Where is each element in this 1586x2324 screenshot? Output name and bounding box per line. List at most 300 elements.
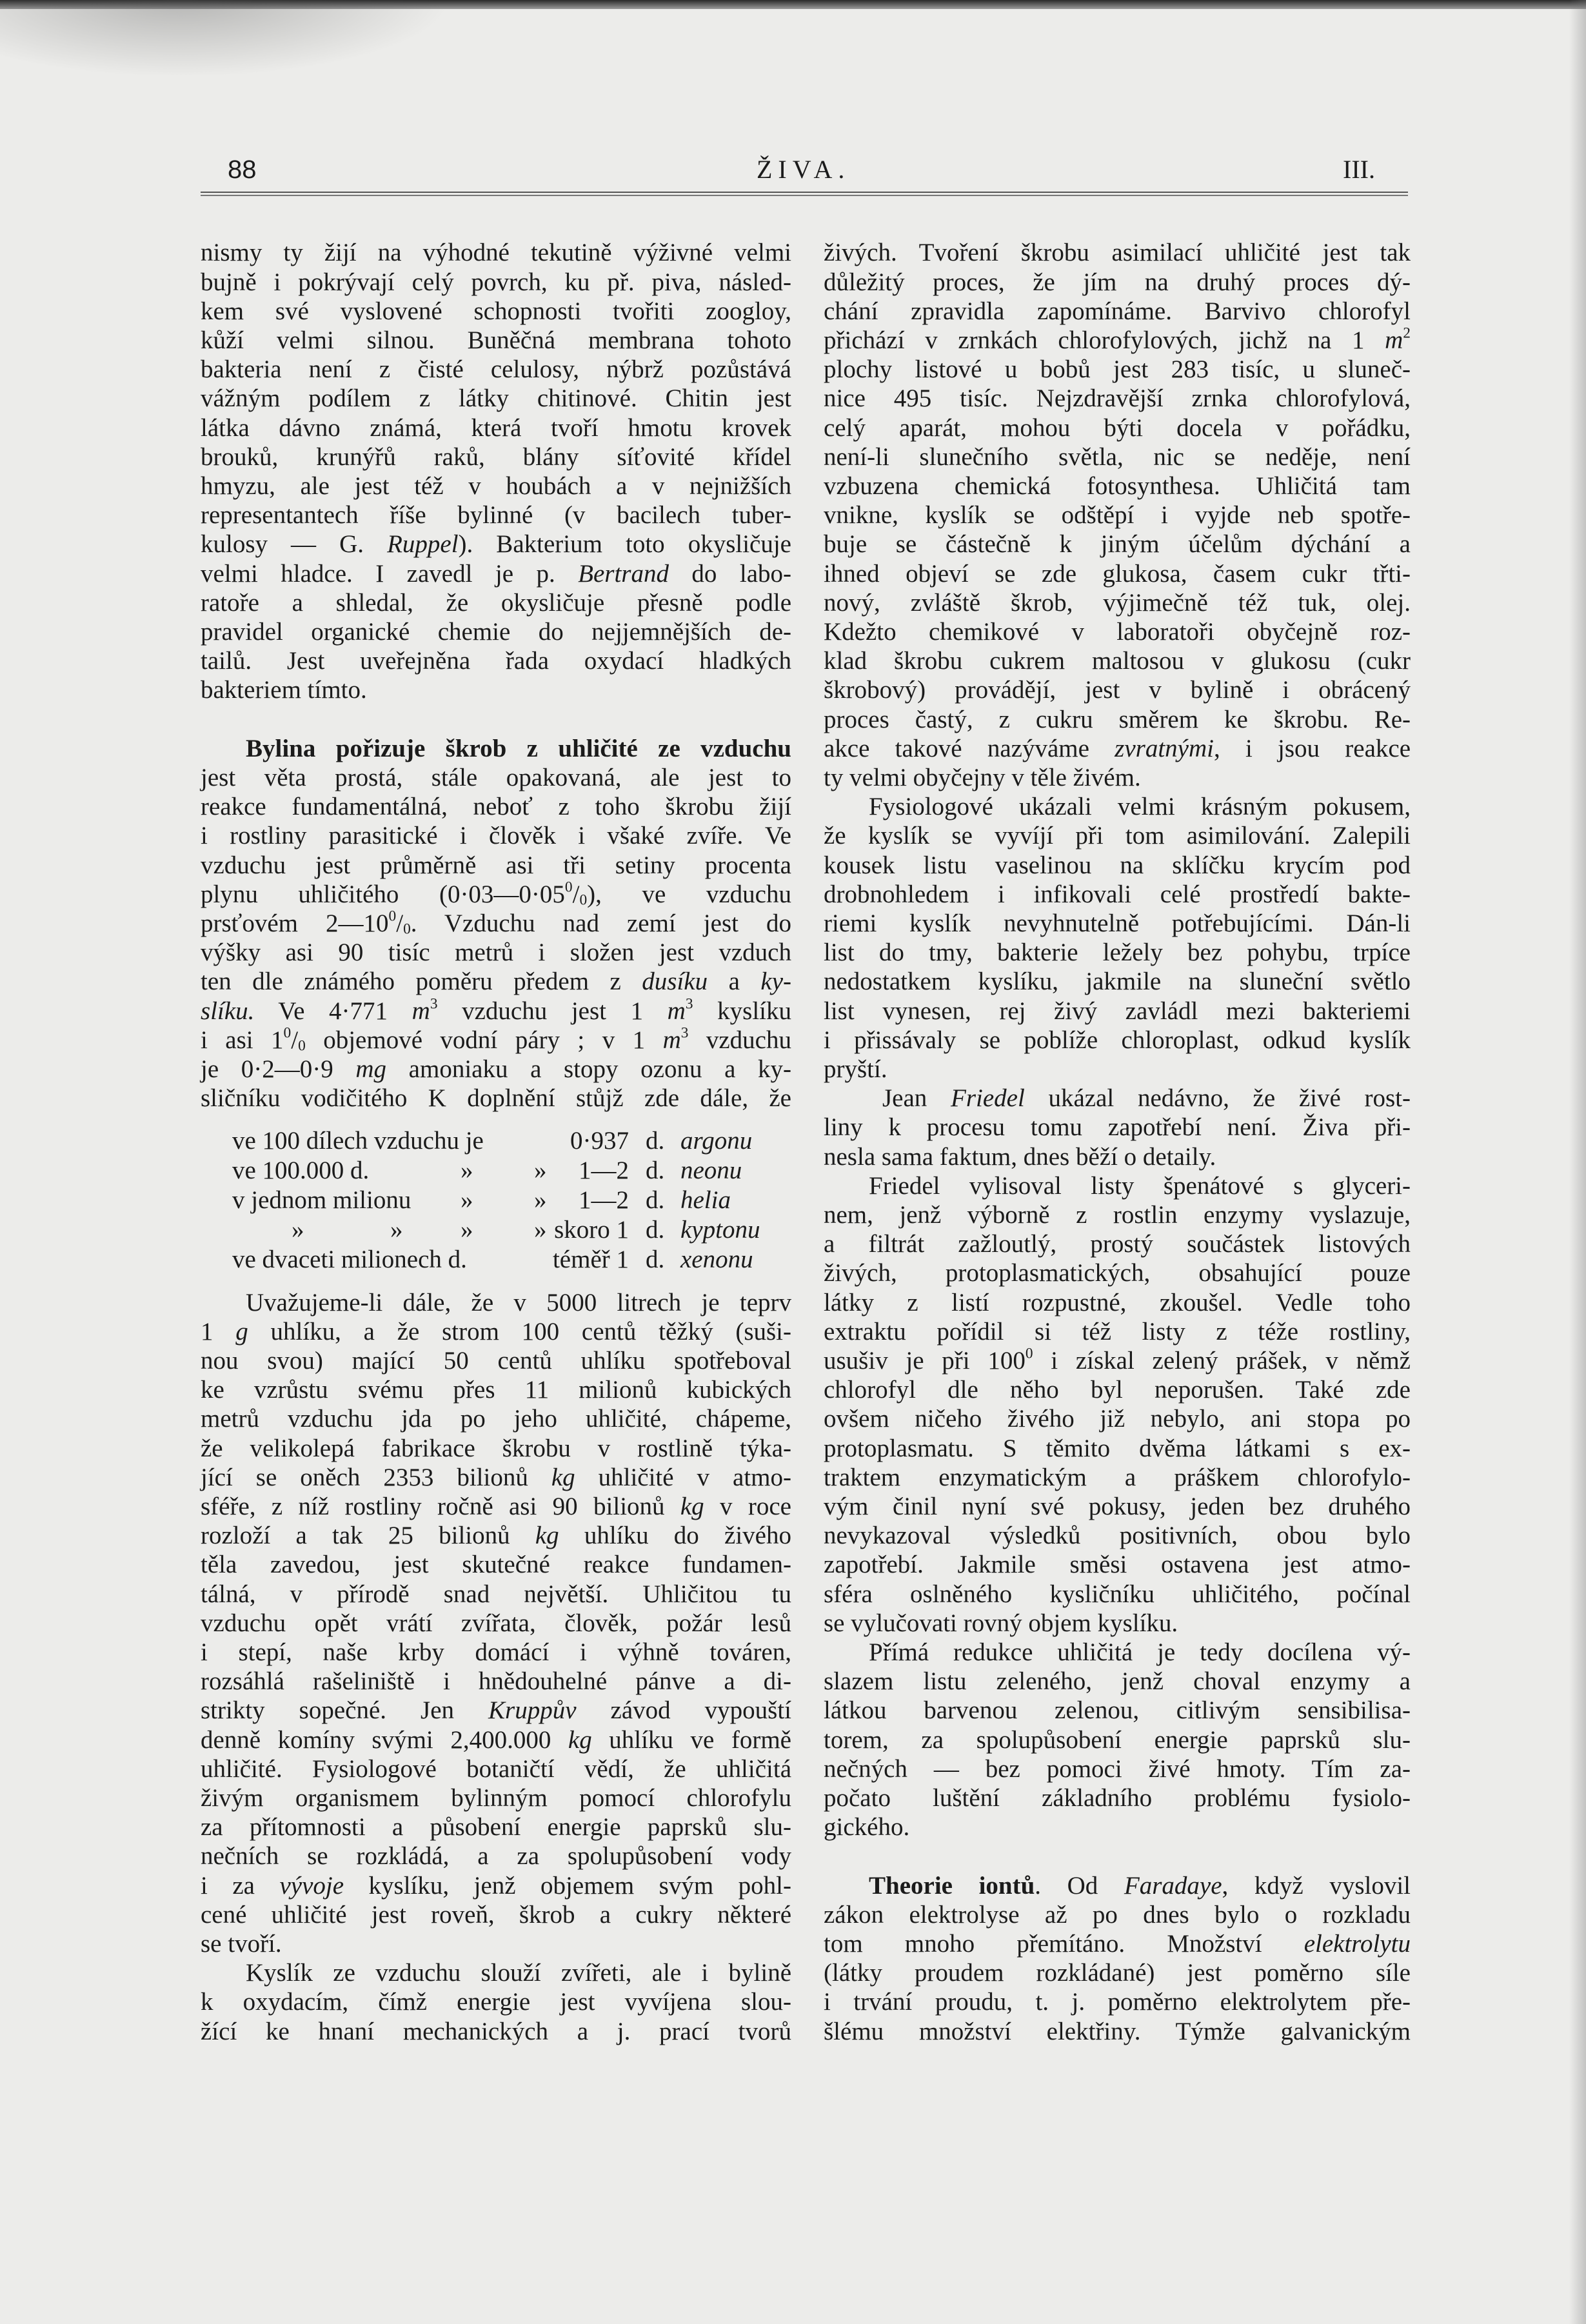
table-row <box>232 1215 800 1245</box>
text-run: denně komíny svými 2,400.000 <box>201 1725 568 1754</box>
text-line <box>824 1346 1411 1375</box>
element-name: helia <box>680 1186 731 1214</box>
text-run: nou svou) mající 50 centů uhlíku spotřeboval <box>201 1347 791 1375</box>
text-run: se vylučovati rovný objem kyslíku. <box>824 1609 1178 1637</box>
text-run: ten dle známého poměru předem z <box>201 968 642 996</box>
text-line <box>824 326 1411 355</box>
italic-term: kg <box>680 1493 704 1521</box>
text-line <box>201 1375 791 1404</box>
unit-label: d. <box>646 1157 665 1184</box>
text-run: vým činil nyní své pokusy, jeden bez druhého <box>824 1493 1411 1521</box>
text-line <box>824 1871 1411 1900</box>
text-run: plynu uhličitého (0·03—0·05 <box>201 880 565 908</box>
superscript: 0 <box>1025 1345 1033 1362</box>
text-run: chání zpravidla zapomínáme. Barvivo chlorofyl <box>824 297 1411 325</box>
amount-value: 0·937 <box>570 1127 629 1155</box>
row-label: ve 100 dílech vzduchu je <box>232 1127 484 1155</box>
text-run: traktem enzymatickým a práškem chlorofylo- <box>824 1463 1411 1491</box>
superscript: 0 <box>388 908 397 925</box>
text-run: rozloží a tak 25 bilionů <box>201 1522 535 1550</box>
ditto-mark: » <box>461 1216 473 1244</box>
text-run: počato luštění základního problému fysiolo- <box>824 1784 1411 1813</box>
text-line <box>824 1550 1411 1579</box>
text-line <box>201 238 791 267</box>
text-run: list do tmy, bakterie ležely bez pohybu, trpíce <box>824 939 1411 967</box>
text-line <box>201 355 791 384</box>
text-run: plochy listové u bobů jest 283 tisíc, u sluneč- <box>824 355 1411 384</box>
text-run: celý aparát, mohou býti docela v pořádku, <box>824 413 1411 442</box>
text-run: list vynesen, rej živý zavládl mezi bakteriemi <box>824 997 1411 1025</box>
text-run: uhlíku, a že strom 100 centů těžký (suši- <box>248 1317 791 1346</box>
italic-term: vývoje <box>279 1871 344 1900</box>
text-line <box>201 646 791 675</box>
text-line <box>201 588 791 617</box>
text-line <box>824 1580 1411 1609</box>
italic-term: m <box>667 997 686 1025</box>
text-line <box>201 1055 791 1084</box>
text-run: látka dávno známá, která tvoří hmotu krovek <box>201 413 791 442</box>
text-run: za přítomnosti a působení energie paprsků slu- <box>201 1813 791 1842</box>
text-line <box>824 909 1411 938</box>
text-run: uhlíku do živého <box>559 1522 791 1550</box>
text-run: k oxydacím, čímž energie jest vyvíjena slou- <box>201 1988 791 2016</box>
text-line <box>201 1871 791 1900</box>
text-run: ). Bakterium toto okysličuje <box>458 530 791 559</box>
text-run: buje se částečně k jiným účelům dýchání a <box>824 530 1411 559</box>
text-run: v roce <box>704 1493 791 1521</box>
text-run: riemi kyslík nevyhnutelně potřebujícími. Dán-li <box>824 909 1411 937</box>
text-line <box>201 413 791 442</box>
row-label: ve dvaceti milionech d. <box>232 1246 467 1273</box>
text-line <box>824 1288 1411 1317</box>
text-run: bujně i pokrývají celý povrch, ku př. piva, násled- <box>201 268 791 296</box>
text-run: i přissávaly se poblíže chloroplast, odkud kyslík <box>824 1026 1411 1054</box>
ditto-mark: » <box>534 1186 547 1214</box>
text-line <box>201 472 791 501</box>
text-run: / <box>291 1026 299 1054</box>
text-line <box>201 909 791 938</box>
text-run: cené uhličité jest roveň, škrob a cukry některé <box>201 1900 791 1929</box>
table-row <box>232 1245 800 1275</box>
text-run: zapotřebí. Jakmile směsi ostavena jest atmo- <box>824 1551 1411 1579</box>
text-run: liny k procesu tomu zapotřebí není. Živa při- <box>824 1113 1411 1142</box>
text-line <box>824 1317 1411 1346</box>
text-run: drobnohledem i infikovali celé prostředí bakte- <box>824 880 1411 908</box>
text-run: zákon elektrolyse až po dnes bylo o rozkladu <box>824 1900 1411 1929</box>
text-line <box>201 268 791 297</box>
text-line <box>824 1200 1411 1229</box>
text-run: i stepí, naše krby domácí i výhně továren, <box>201 1638 791 1667</box>
text-run: sféře, z níž rostliny ročně asi 90 bilionů <box>201 1493 680 1521</box>
amount-value: 1—2 <box>579 1157 629 1184</box>
text-line <box>824 1084 1411 1113</box>
text-line <box>201 1813 791 1842</box>
text-line <box>824 1375 1411 1404</box>
text-line <box>201 1667 791 1696</box>
text-run: bakteria není z čisté celulosy, nýbrž pozůstává <box>201 355 791 384</box>
text-line <box>824 1521 1411 1550</box>
text-line <box>201 1900 791 1929</box>
subscript: 0 <box>403 920 411 938</box>
unit-label: d. <box>646 1246 665 1273</box>
text-line <box>201 1346 791 1375</box>
text-line <box>824 821 1411 850</box>
text-line <box>824 763 1411 792</box>
text-line <box>824 1434 1411 1463</box>
text-run: uhličité. Fysiologové botaničtí vědí, že uhličitá <box>201 1754 791 1783</box>
paragraph-carbon-consumption <box>201 1288 791 1959</box>
text-run: chlorofyl dle něho byl neporušen. Také zde <box>824 1376 1411 1404</box>
text-run: klad škrobu cukrem maltosou v glukosu (cukr <box>824 647 1411 675</box>
text-run: (látky proudem rozkládané) jest poměrno síle <box>824 1959 1411 1987</box>
text-line <box>201 1929 791 1958</box>
superscript: 3 <box>680 1024 689 1042</box>
amount-value: téměř 1 <box>552 1246 629 1273</box>
text-line <box>201 821 791 850</box>
text-run: / <box>572 880 580 908</box>
text-run: kyslíku, jenž objemem svým pohl- <box>344 1871 792 1900</box>
paragraph-physiologists-experiment <box>824 792 1411 1084</box>
text-run: nem, jenž výborně z rostlin enzymy vyslazuje, <box>824 1201 1411 1229</box>
text-line <box>824 355 1411 384</box>
text-run: bakteriem tímto. <box>201 676 367 704</box>
text-line <box>824 1229 1411 1258</box>
text-line <box>824 1725 1411 1754</box>
text-line <box>201 1521 791 1550</box>
text-line <box>824 501 1411 530</box>
text-line <box>824 1987 1411 2016</box>
text-line <box>824 734 1411 763</box>
text-run: usušiv je při 100 <box>824 1347 1026 1375</box>
unit-label: d. <box>646 1186 665 1214</box>
text-run: že kyslík se vyvíjí při tom asimilování. Zalepili <box>824 822 1411 850</box>
text-run: nice 495 tisíc. Nejzdravější zrnka chlorofylová, <box>824 384 1411 413</box>
paragraph-friedel <box>824 1084 1411 1171</box>
ditto-mark: » <box>534 1216 547 1244</box>
text-run: uhličité v atmo- <box>575 1463 792 1491</box>
superscript: 0 <box>564 879 573 896</box>
italic-term: m <box>662 1026 681 1054</box>
bold-heading: Theorie iontů <box>869 1871 1035 1900</box>
text-run: nečních se rozkládá, a za spolupůsobení vody <box>201 1842 791 1871</box>
text-run: kulosy — G. <box>201 530 388 559</box>
text-run: nový, zvláště škrob, výjimečně též tuk, olej. <box>824 588 1411 617</box>
text-line <box>201 938 791 967</box>
text-run: i získal zelený prášek, v němž <box>1033 1347 1411 1375</box>
ditto-mark: » <box>292 1216 304 1244</box>
text-run: i trvání proudu, t. j. poměrno elektrolytem pře- <box>824 1988 1411 2016</box>
text-run: závod vypouští <box>576 1696 792 1725</box>
paragraph-direct-reduction <box>824 1638 1411 1842</box>
text-run: těla zavedou, jest skutečné reakce fundamen- <box>201 1551 791 1579</box>
text-run: do labo- <box>668 559 791 588</box>
text-run: tom mnoho přemítáno. Množství <box>824 1930 1304 1958</box>
text-line <box>201 617 791 646</box>
text-line <box>824 792 1411 821</box>
italic-term: g <box>235 1317 248 1346</box>
text-line <box>201 1609 791 1638</box>
text-run: kem své vyslovené schopnosti tvořiti zoogloy, <box>201 297 791 325</box>
text-run: jící se oněch 2353 bilionů <box>201 1463 551 1491</box>
text-run: žící ke hnaní mechanických a j. prací tvorů <box>201 2017 791 2045</box>
text-line <box>824 1258 1411 1287</box>
superscript: 0 <box>283 1024 292 1042</box>
text-run: látkou barvenou zelenou, citlivým sensibilisa- <box>824 1696 1411 1725</box>
ditto-mark: » <box>461 1157 473 1184</box>
text-line <box>201 1580 791 1609</box>
journal-title: ŽIVA. <box>757 155 851 184</box>
text-run: sličníku vodičitého K doplnění stůjž zde dále, že <box>201 1084 791 1113</box>
text-run: se tvoří. <box>201 1930 282 1958</box>
text-line <box>201 1463 791 1492</box>
text-run: živých. Tvoření škrobu asimilací uhličité jest tak <box>824 239 1411 267</box>
subscript: 0 <box>298 1037 306 1055</box>
text-line <box>824 1404 1411 1433</box>
text-run: pryští. <box>824 1055 887 1084</box>
text-run: Přímá redukce uhličitá je tedy docílena vý- <box>869 1638 1411 1666</box>
text-run: i rostliny parasitické i člověk i všaké zvíře. Ve <box>201 822 791 850</box>
text-line <box>201 530 791 559</box>
text-line <box>824 1609 1411 1638</box>
text-run: strikty sopečné. Jen <box>201 1696 489 1725</box>
italic-term: Ruppel <box>387 530 459 559</box>
text-line <box>824 588 1411 617</box>
text-line <box>201 1754 791 1783</box>
element-name: neonu <box>680 1157 742 1184</box>
text-run: nevykazoval výsledků positivních, obou bylo <box>824 1522 1411 1550</box>
paragraph-friedel-experiment <box>824 1171 1411 1638</box>
text-run: kůží velmi silnou. Buněčná membrana tohoto <box>201 326 791 354</box>
text-run: jest věta prostá, stále opakovaná, ale jest to <box>201 764 791 791</box>
text-line <box>824 442 1411 472</box>
text-run: uhlíku ve formě <box>591 1725 791 1754</box>
text-run: kyslíku <box>693 997 791 1025</box>
text-run: , když vyslovil <box>1222 1871 1411 1900</box>
text-line <box>824 384 1411 413</box>
text-run: ihned objeví se zde glukosa, časem cukr třti- <box>824 559 1411 588</box>
text-line <box>824 1171 1411 1200</box>
text-run: velmi hladce. I zavedl je p. <box>201 559 579 588</box>
text-run: hmyzu, ale jest též v houbách a v nejnižších <box>201 472 791 501</box>
text-line <box>824 472 1411 501</box>
amount-value: 1—2 <box>579 1186 629 1214</box>
italic-term: m <box>1385 326 1403 354</box>
text-line <box>201 326 791 355</box>
element-name: kyptonu <box>680 1216 760 1244</box>
table-row <box>232 1186 800 1215</box>
text-line <box>201 1434 791 1463</box>
text-run: a <box>708 968 761 996</box>
text-line <box>201 1638 791 1667</box>
text-run: živým organismem bylinným pomocí chlorofylu <box>201 1784 791 1813</box>
text-line <box>824 1667 1411 1696</box>
element-name: xenonu <box>680 1246 753 1273</box>
italic-term: elektrolytu <box>1303 1930 1411 1958</box>
text-line <box>201 297 791 326</box>
text-run: metrů vzduchu jda po jeho uhličité, chápeme, <box>201 1405 791 1433</box>
text-line <box>201 1725 791 1754</box>
text-line <box>201 501 791 530</box>
text-line <box>201 1842 791 1871</box>
text-line <box>201 559 791 588</box>
italic-term: slíku. <box>201 997 255 1025</box>
text-run: brouků, krunýřů raků, blány síťovité křídel <box>201 442 791 471</box>
text-line <box>201 384 791 413</box>
text-line <box>824 1026 1411 1055</box>
text-line <box>824 1055 1411 1084</box>
text-line <box>201 1317 791 1346</box>
text-line <box>824 1754 1411 1783</box>
text-line <box>201 1084 791 1113</box>
paragraph-starch-formation <box>824 238 1411 792</box>
italic-term: dusíku <box>642 968 708 996</box>
air-composition-table <box>232 1126 800 1275</box>
text-line <box>824 617 1411 646</box>
text-run: vzduchu <box>688 1026 791 1054</box>
table-row <box>232 1126 800 1156</box>
scan-smudge <box>0 0 451 77</box>
text-line <box>824 967 1411 996</box>
text-run: Ve 4·771 <box>254 997 412 1025</box>
text-line <box>201 1550 791 1579</box>
text-run: Friedel vylisoval listy špenátové s glyceri- <box>869 1171 1411 1200</box>
superscript: 3 <box>430 995 438 1013</box>
text-line <box>824 1142 1411 1171</box>
row-label: ve 100.000 d. <box>232 1157 370 1184</box>
paragraph-oxygen <box>201 1958 791 2046</box>
paragraph-starch-from-co2 <box>201 734 791 1113</box>
text-run: proces častý, z cukru směrem ke škrobu. Re- <box>824 705 1411 733</box>
bold-heading: Bylina pořizuje škrob z uhličité ze vzduchu <box>246 734 791 762</box>
text-line <box>201 763 791 792</box>
text-line <box>201 1783 791 1813</box>
text-run: nečných — bez pomoci živé hmoty. Tím za- <box>824 1754 1411 1783</box>
text-run: nedostatkem kyslíku, jakmile na sluneční světlo <box>824 968 1411 996</box>
text-run: ukázal nedávno, že živé rost- <box>1024 1084 1411 1113</box>
text-run: amoniaku a stopy ozonu a ky- <box>386 1055 791 1084</box>
text-line <box>201 1288 791 1317</box>
text-run: je 0·2—0·9 <box>201 1055 356 1084</box>
text-line <box>824 997 1411 1026</box>
text-line <box>824 1900 1411 1929</box>
text-run: není-li slunečního světla, nic se neděje, není <box>824 442 1411 471</box>
text-run: kousek listu vaselinou na sklíčku krycím pod <box>824 851 1411 879</box>
text-run: živých, protoplasmatických, obsahující pouze <box>824 1259 1411 1287</box>
text-run: ratoře a shledal, že okysličuje přesně podle <box>201 588 791 617</box>
text-run: výšky asi 90 tisíc metrů i složen jest vzduch <box>201 939 791 967</box>
text-run: vzduchu opět vrátí zvířata, člověk, požár lesů <box>201 1609 791 1637</box>
text-run: i asi 1 <box>201 1026 284 1054</box>
text-line <box>201 442 791 472</box>
text-line <box>824 413 1411 442</box>
unit-label: d. <box>646 1127 665 1155</box>
text-line <box>824 675 1411 704</box>
text-line <box>201 675 791 704</box>
text-run: šlému množství elektřiny. Týmže galvanickým <box>824 2017 1411 2045</box>
text-run: / <box>396 909 404 938</box>
text-line <box>824 938 1411 967</box>
text-line <box>201 734 791 763</box>
text-line <box>824 297 1411 326</box>
text-run: nismy ty žijí na výhodné tekutině výživné velmi <box>201 239 791 267</box>
text-run: i za <box>201 1871 280 1900</box>
text-run: že velikolepá fabrikace škrobu v rostlině týka- <box>201 1434 791 1462</box>
text-line <box>201 1696 791 1725</box>
text-run: ke vzrůstu svému přes 11 milionů kubických <box>201 1376 791 1404</box>
text-run: protoplasmatu. S těmito dvěma látkami s ex- <box>824 1434 1411 1462</box>
italic-term: mg <box>355 1055 387 1084</box>
text-line <box>824 530 1411 559</box>
text-line <box>201 1987 791 2016</box>
header-rule <box>201 192 1408 196</box>
text-run: akce takové nazýváme <box>824 734 1115 762</box>
text-run: Kdežto chemikové v laboratoři obyčejně roz- <box>824 618 1411 646</box>
page-number: 88 <box>228 155 257 184</box>
text-run: representantech říše bylinné (v bacilech tuber- <box>201 501 791 530</box>
text-run: , i jsou reakce <box>1213 734 1411 762</box>
text-line <box>201 1492 791 1521</box>
element-name: argonu <box>680 1127 753 1155</box>
ditto-mark: » <box>390 1216 403 1244</box>
text-line <box>824 2017 1411 2046</box>
volume-number: III. <box>1343 155 1375 184</box>
paragraph-bacteria <box>201 238 791 704</box>
text-run: gického. <box>824 1813 910 1842</box>
text-run: škrobový) provádějí, jest v bylině i obrácený <box>824 676 1411 704</box>
italic-term: zvratnými <box>1115 734 1214 762</box>
text-line <box>824 1929 1411 1958</box>
text-run: tálná, v přírodě snad největší. Uhličitou tu <box>201 1580 791 1608</box>
text-run: pravidel organické chemie do nejjemnějších de- <box>201 618 791 646</box>
unit-label: d. <box>646 1216 665 1244</box>
text-line <box>824 1813 1411 1842</box>
subscript: 0 <box>579 891 588 909</box>
text-line <box>824 1113 1411 1142</box>
text-run: Uvažujeme-li dále, že v 5000 litrech je teprv <box>246 1288 791 1316</box>
italic-term: Bertrand <box>578 559 669 588</box>
text-run: důležitý proces, že jím na druhý proces dý- <box>824 268 1411 296</box>
text-line <box>824 1492 1411 1521</box>
row-label: v jednom milionu <box>232 1186 411 1214</box>
text-line <box>824 1463 1411 1492</box>
text-run: rozsáhlá rašeliniště i hnědouhelné pánve a di- <box>201 1667 791 1696</box>
text-line <box>824 705 1411 734</box>
text-run: reakce fundamentálná, neboť z toho škrobu žijí <box>201 793 791 821</box>
italic-term: Kruppův <box>488 1696 577 1725</box>
text-run: látky z listí rozpustné, zkoušel. Vedle toho <box>824 1288 1411 1316</box>
text-run: a filtrát zažloutlý, prostý součástek listových <box>824 1230 1411 1258</box>
text-run: vnikne, kyslík se odštěpí i vyjde neb spotře- <box>824 501 1411 530</box>
superscript: 2 <box>1403 324 1411 342</box>
text-line <box>201 967 791 996</box>
text-run: torem, za spolupůsobení energie paprsků slu- <box>824 1725 1411 1754</box>
scan-edge-shadow <box>1569 0 1586 2324</box>
italic-term: Friedel <box>951 1084 1025 1113</box>
text-line <box>824 559 1411 588</box>
italic-term: kg <box>535 1522 559 1550</box>
text-line <box>201 880 791 909</box>
text-run: vážným podílem z látky chitinové. Chitin jest <box>201 384 791 413</box>
italic-term: m <box>411 997 430 1025</box>
text-run: Jean <box>882 1084 951 1113</box>
text-line <box>824 238 1411 267</box>
text-line <box>201 1404 791 1433</box>
text-run: slazem listu zeleného, jenž choval enzymy a <box>824 1667 1411 1696</box>
text-run: tailů. Jest uveřejněna řada oxydací hladkých <box>201 647 791 675</box>
text-run: ), ve vzduchu <box>587 880 791 908</box>
text-line <box>824 1638 1411 1667</box>
text-run: objemové vodní páry ; v 1 <box>305 1026 663 1054</box>
